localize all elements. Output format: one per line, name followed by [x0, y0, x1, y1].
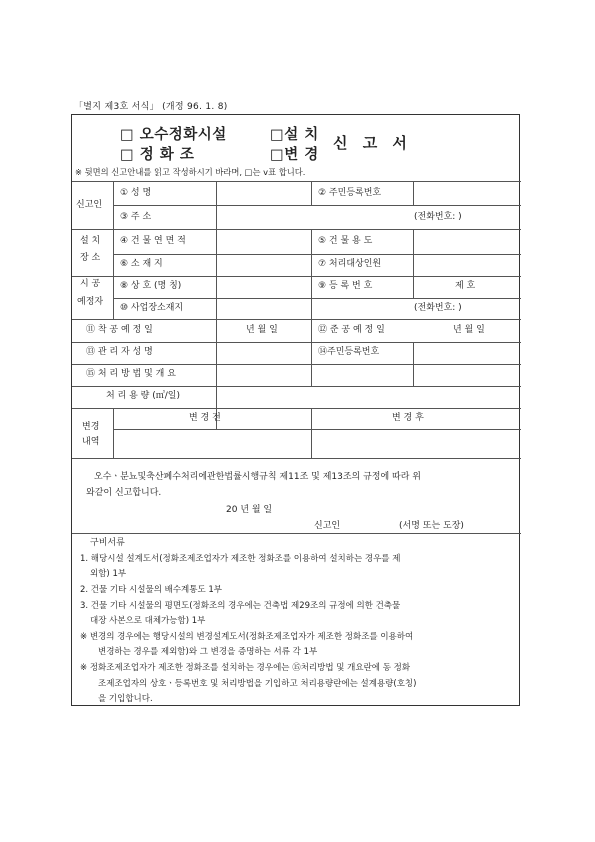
- label-building-use: ⑤ 건 물 용 도: [318, 236, 373, 246]
- doc-item-3-cont: 대장 사본으로 대체가능함) 1부: [90, 616, 206, 626]
- label-business-location: ⑩ 사업장소재지: [120, 303, 184, 313]
- label-before-change: 변 경 전: [189, 413, 221, 423]
- label-manager-resident-number: ⑭주민등록번호: [318, 347, 380, 357]
- documents-heading: 구비서류: [90, 538, 125, 548]
- doc-item-3: 3. 건물 기타 시설물의 평면도(정화조의 경우에는 건축법 제29조의 규정에 의한 건축물: [80, 601, 401, 611]
- label-phone-2: (전화번호: ): [414, 303, 462, 313]
- section-contractor: 시 공: [80, 279, 101, 289]
- label-address: ③ 주 소: [120, 212, 152, 222]
- doc-note-1: ※ 변경의 경우에는 행당시설의 변경설계도서(정화조제조업자가 제조한 정화조를 이용하여: [80, 632, 414, 642]
- label-target-persons: ⑦ 처리대상인원: [318, 259, 382, 269]
- label-registration-number: ⑨ 등 록 번 호: [318, 281, 373, 291]
- label-manager-name: ⑬ 관 리 자 성 명: [86, 347, 153, 357]
- title-option-install[interactable]: □설 치: [270, 127, 319, 143]
- title-option-septic-tank[interactable]: □ 정 화 조: [120, 147, 195, 163]
- declaration-date: 20 년 월 일: [226, 505, 273, 515]
- label-floor-area: ④ 건 물 연 면 적: [120, 236, 186, 246]
- doc-note-2: ※ 정화조제조업자가 제조한 정화조를 설치하는 경우에는 ⑮처리방법 및 개요란에 동 정화: [80, 663, 411, 673]
- form-title: 신 고 서: [333, 134, 412, 152]
- completion-date-ymd: 년 월 일: [453, 325, 485, 335]
- label-location: ⑥ 소 재 지: [120, 259, 163, 269]
- declaration-line-2: 와같이 신고합니다.: [86, 488, 162, 498]
- signature-label: (서명 또는 도장): [399, 521, 464, 531]
- title-option-change[interactable]: □변 경: [270, 147, 319, 163]
- title-option-sewage-facility[interactable]: □ 오수정화시설: [120, 127, 227, 143]
- form-number: 「별지 제3호 서식」 (개정 96. 1. 8): [74, 102, 228, 112]
- label-resident-number: ② 주민등록번호: [318, 188, 382, 198]
- doc-note-2-end: 을 기입합니다.: [98, 694, 153, 704]
- section-change-2: 내역: [82, 437, 100, 447]
- section-change: 변경: [82, 422, 100, 432]
- start-date-ymd: 년 월 일: [246, 325, 278, 335]
- section-applicant: 신고인: [76, 200, 103, 210]
- section-contractor-2: 예정자: [77, 297, 104, 307]
- report-form: [71, 114, 520, 706]
- label-phone-1: (전화번호: ): [414, 212, 462, 222]
- label-treatment-capacity: 처 리 용 량 (㎥/일): [106, 391, 180, 401]
- doc-item-2: 2. 건물 기타 시설물의 배수계통도 1부: [80, 585, 222, 595]
- registration-number-suffix: 제 호: [455, 281, 476, 291]
- label-start-date: ⑪ 착 공 예 정 일: [86, 325, 153, 335]
- instruction-text: ※ 뒷면의 신고안내를 읽고 작성하시기 바라며, □는 v표 합니다.: [75, 167, 306, 177]
- doc-item-1: 1. 해당시설 설계도서(정화조제조업자가 제조한 정화조를 이용하여 설치하는 경우를 제: [80, 554, 401, 564]
- section-install-place: 설 치: [80, 236, 101, 246]
- doc-note-1-cont: 변경하는 경우를 제외함)와 그 변경을 증명하는 서류 각 1부: [98, 647, 318, 657]
- declaration-line-1: 오수ㆍ분뇨및축산폐수처리에관한법률시행규칙 제11조 및 제13조의 규정에 따라 위: [94, 472, 421, 482]
- section-install-place-2: 장 소: [80, 253, 101, 263]
- doc-note-2-cont: 조제조업자의 상호ㆍ등록번호 및 처리방법을 기입하고 처리용량란에는 설계용량(호칭): [98, 679, 417, 689]
- reporter-label: 신고인: [314, 521, 341, 531]
- doc-item-1-cont: 외함) 1부: [90, 569, 127, 579]
- label-name: ① 성 명: [120, 188, 152, 198]
- label-treatment-method: ⑮ 처 리 방 법 및 개 요: [86, 369, 176, 379]
- label-after-change: 변 경 후: [392, 413, 424, 423]
- label-business-name: ⑧ 상 호 (명 칭): [120, 281, 182, 291]
- label-completion-date: ⑫ 준 공 예 정 일: [318, 325, 385, 335]
